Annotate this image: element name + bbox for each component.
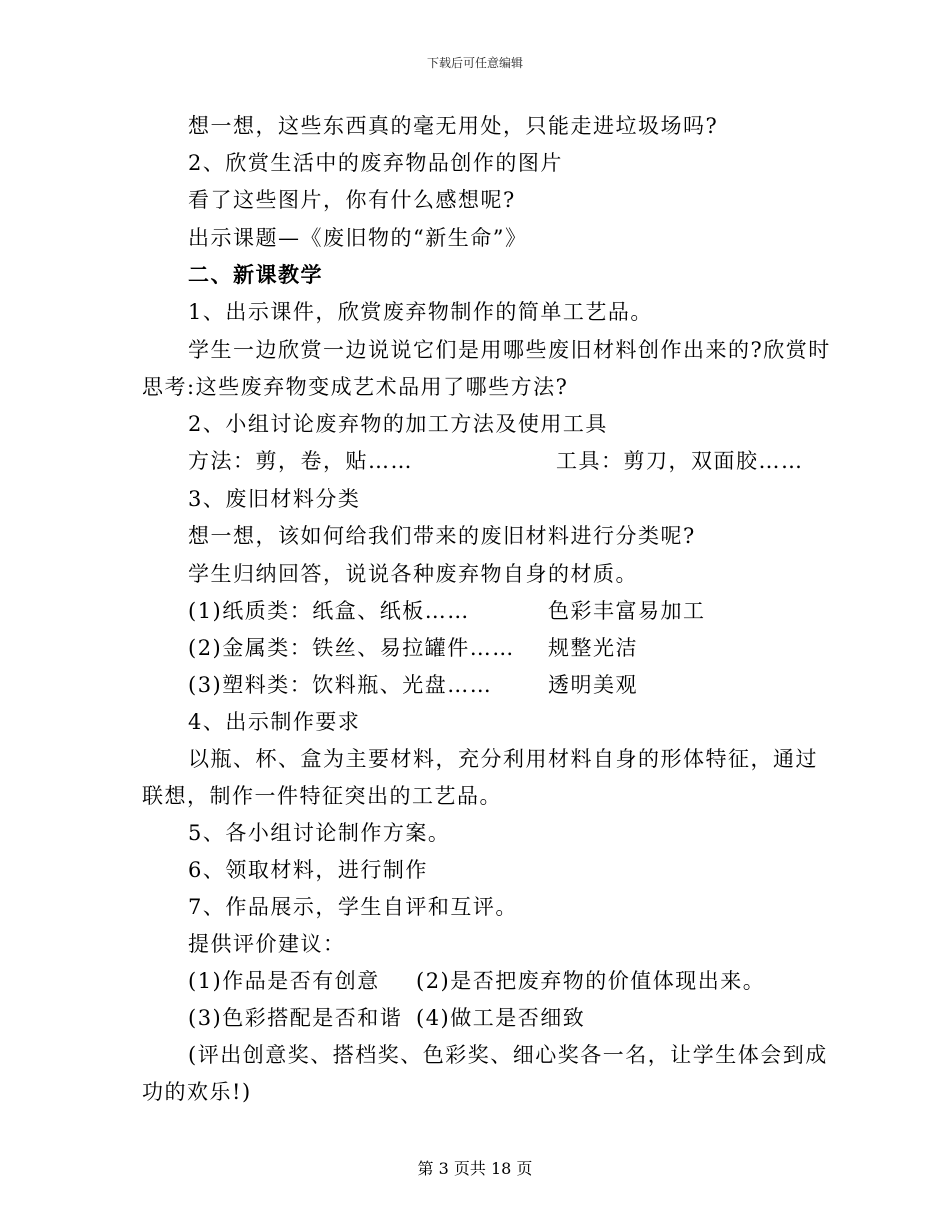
text-line: 透明美观 — [548, 673, 638, 697]
section-heading: 二、新课教学 — [188, 262, 323, 287]
text-line: 4、出示制作要求 — [188, 710, 361, 734]
text-line: 思考:这些废弃物变成艺术品用了哪些方法? — [142, 375, 569, 399]
list-item: (2)是否把废弃物的价值体现出来。 — [416, 969, 766, 993]
text-line: 方法：剪，卷，贴…… — [188, 449, 413, 473]
text-line: 6、领取材料，进行制作 — [188, 858, 428, 882]
text-line: 学生一边欣赏一边说说它们是用哪些废旧材料创作出来的?欣赏时 — [188, 338, 831, 362]
list-item: (3)塑料类：饮料瓶、光盘…… — [188, 673, 493, 697]
text-line: 想一想，该如何给我们带来的废旧材料进行分类呢? — [188, 524, 696, 548]
text-line: 3、废旧材料分类 — [188, 487, 361, 511]
text-line: 看了这些图片，你有什么感想呢? — [188, 188, 516, 212]
text-line: 学生归纳回答，说说各种废弃物自身的材质。 — [188, 562, 638, 586]
text-line: 2、欣赏生活中的废弃物品创作的图片 — [188, 151, 563, 175]
page-header: 下载后可任意编辑 — [426, 56, 523, 70]
text-line: 色彩丰富易加工 — [548, 599, 706, 623]
list-item: (1)纸质类：纸盒、纸板…… — [188, 599, 470, 623]
text-line: 1、出示课件，欣赏废弃物制作的简单工艺品。 — [188, 300, 653, 324]
text-line: (评出创意奖、搭档奖、色彩奖、细心奖各一名，让学生体会到成 — [188, 1043, 828, 1067]
list-item: (4)做工是否细致 — [416, 1006, 586, 1030]
list-item: (3)色彩搭配是否和谐 — [188, 1006, 403, 1030]
text-line: 以瓶、杯、盒为主要材料，充分利用材料自身的形体特征，通过 — [188, 747, 818, 771]
text-line: 功的欢乐!) — [142, 1080, 252, 1104]
text-line: 联想，制作一件特征突出的工艺品。 — [142, 784, 502, 808]
text-line: 工具：剪刀，双面胶…… — [556, 449, 804, 473]
text-line: 想一想，这些东西真的毫无用处，只能走进垃圾场吗? — [188, 114, 719, 138]
text-line: 出示课题—《废旧物的“新生命”》 — [188, 226, 528, 250]
text-line: 2、小组讨论废弃物的加工方法及使用工具 — [188, 412, 608, 436]
page-footer: 第 3 页共 18 页 — [417, 1159, 533, 1178]
text-line: 7、作品展示，学生自评和互评。 — [188, 895, 518, 919]
list-item: (2)金属类：铁丝、易拉罐件…… — [188, 636, 515, 660]
text-line: 规整光洁 — [548, 636, 638, 660]
text-line: 5、各小组讨论制作方案。 — [188, 821, 451, 845]
text-line: 提供评价建议： — [188, 932, 346, 956]
list-item: (1)作品是否有创意 — [188, 969, 380, 993]
